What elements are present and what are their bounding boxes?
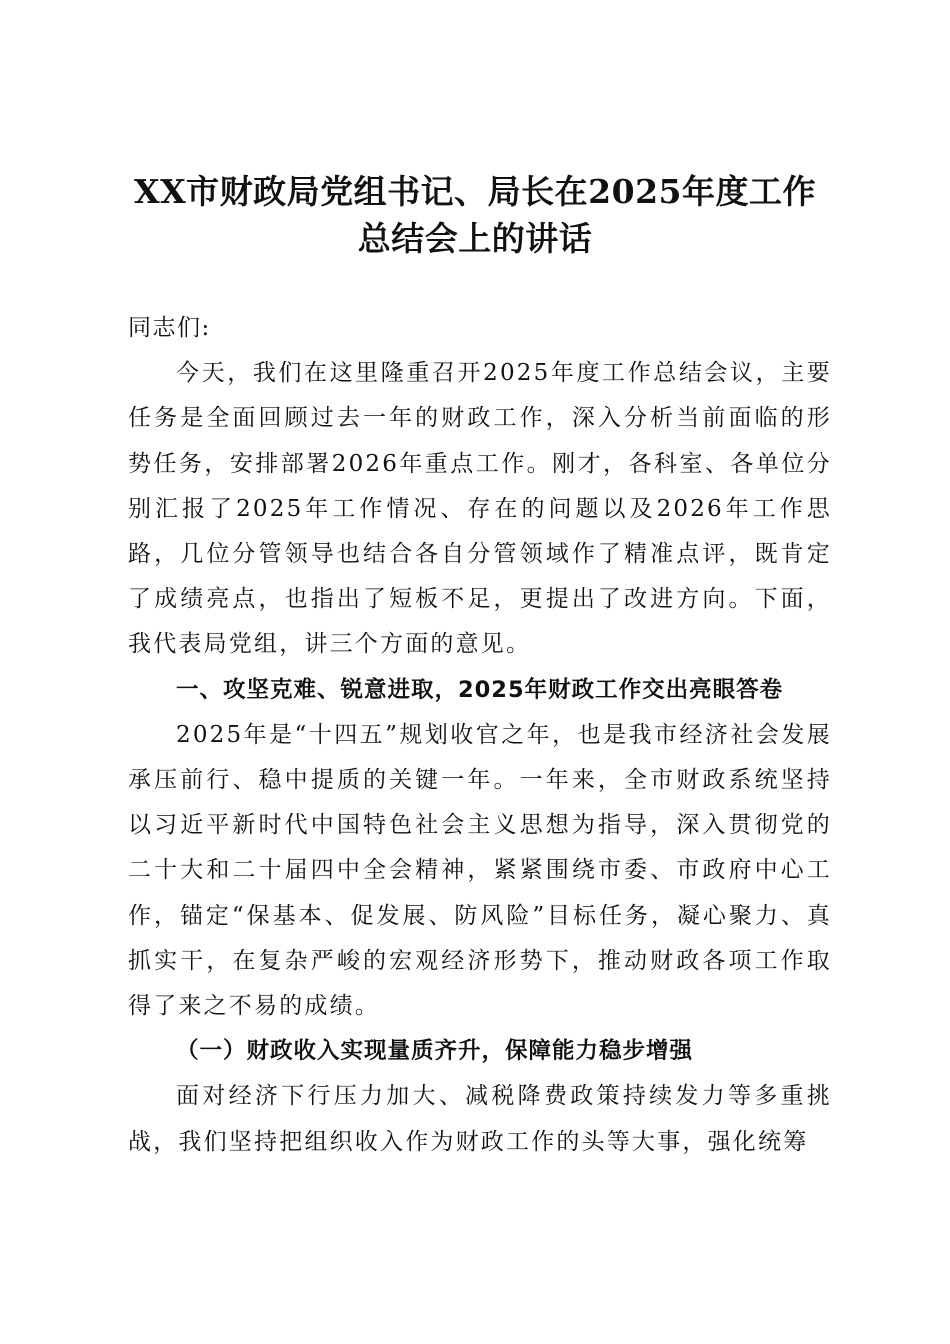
title-line-1: XX市财政局党组书记、局长在2025年度工作 — [133, 172, 817, 211]
paragraph-section-1: 2025年是“十四五”规划收官之年，也是我市经济社会发展承压前行、稳中提质的关键一年。一年来，全市财政系统坚持以习近平新时代中国特色社会主义思想为指导，深入贯彻党的二十大和二十届四中全会精神，紧紧围绕市委、市政府中心工作，锚定“保基本、促发展、防风险”目标任务，凝心聚力、真抓实干，在复杂严峻的宏观经济形势下，推动财政各项工作取得了来之不易的成绩。 — [128, 721, 832, 1020]
title-line-2: 总结会上的讲话 — [357, 219, 593, 258]
salutation: 同志们: — [128, 315, 211, 341]
document-body — [128, 306, 832, 1165]
paragraph-subsection-1: 面对经济下行压力加大、减税降费政策持续发力等多重挑战，我们坚持把组织收入作为财政工作的头等大事，强化统筹 — [128, 1083, 832, 1155]
paragraph-opening: 今天，我们在这里隆重召开2025年度工作总结会议，主要任务是全面回顾过去一年的财政工作，深入分析当前面临的形势任务，安排部署2026年重点工作。刚才，各科室、各单位分别汇报了2025年工作情况、存在的问题以及2026年工作思路，几位分管领导也结合各自分管领域作了精准点评，既肯定了成绩亮点，也指出了短板不足，更提出了改进方向。下面，我代表局党组，讲三个方面的意见。 — [128, 360, 832, 658]
section-heading-1: 一、攻坚克难、锐意进取，2025年财政工作交出亮眼答卷 — [176, 676, 784, 703]
subsection-heading-1: （一）财政收入实现量质齐升，保障能力稳步增强 — [176, 1038, 694, 1065]
document-title — [100, 168, 850, 262]
